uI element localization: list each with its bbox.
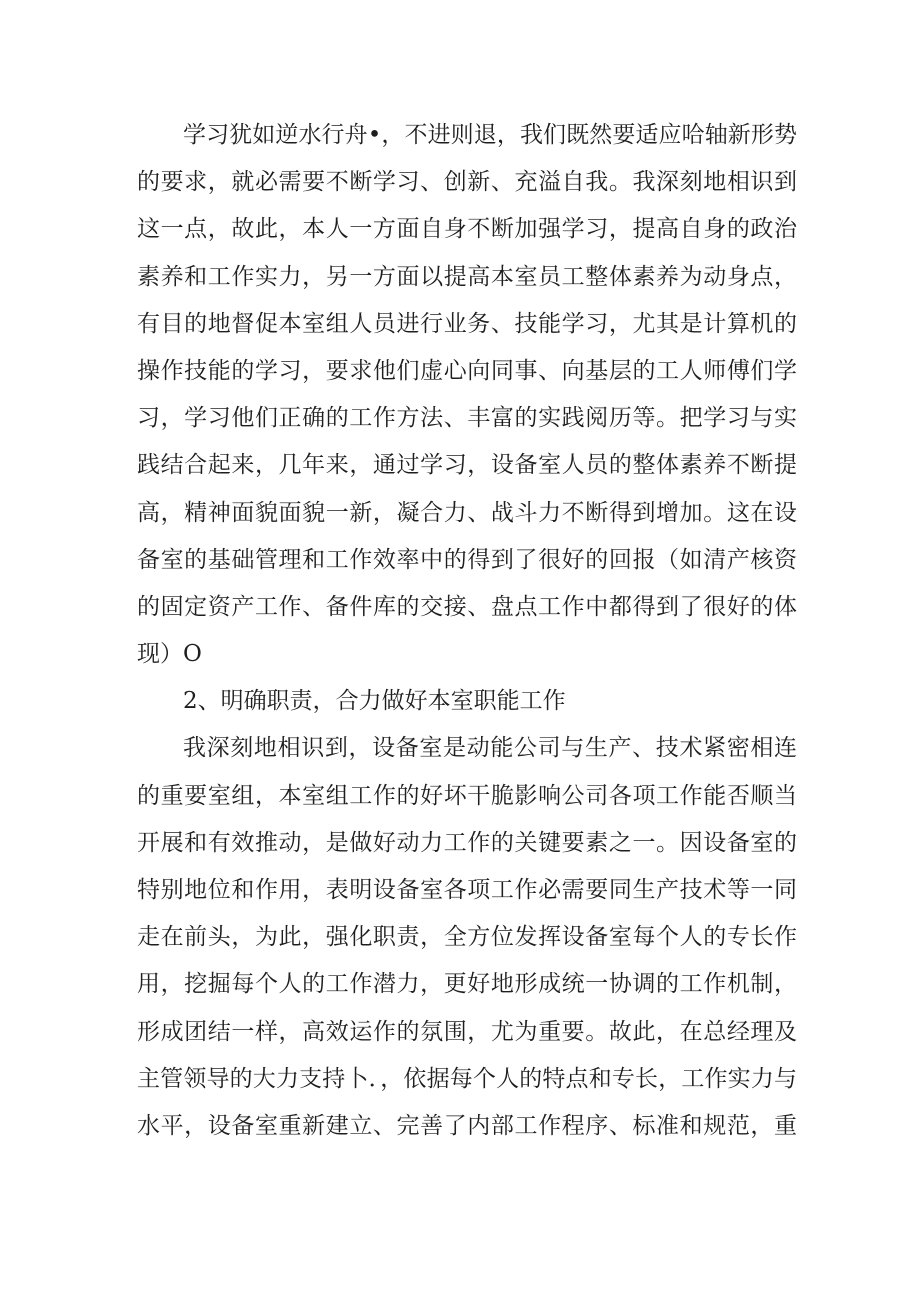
paragraph-line: 这一点，故此，本人一方面自身不断加强学习，提高自身的政治 [137,216,797,243]
paragraph-learning [137,112,797,678]
paragraph-line: 学习犹如逆水行舟•，不进则退，我们既然要适应哈轴新形势 [183,122,797,148]
paragraph-line: 用，挖掘每个人的工作潜力，更好地形成统一协调的工作机制， [137,971,797,998]
paragraph-line: 践结合起来，几年来，通过学习，设备室人员的整体素养不断提 [137,452,797,479]
paragraph-line: 的重要室组，本室组工作的好坏干脆影响公司各项工作能否顺当 [137,782,797,809]
section-heading: 2、明确职责，合力做好本室职能工作 [183,688,566,715]
paragraph-line: 高，精神面貌面貌一新，凝合力、战斗力不断得到增加。这在设 [137,499,797,526]
paragraph-line: 操作技能的学习，要求他们虚心向同事、向基层的工人师傅们学 [137,357,797,384]
paragraph-line: 我深刻地相识到，设备室是动能公司与生产、技术紧密相连 [183,735,797,762]
paragraph-responsibilities [137,725,797,1150]
document-body [137,112,797,1150]
paragraph-line: 形成团结一样，高效运作的氛围，尤为重要。故此，在总经理及 [137,1018,797,1045]
paragraph-line: 素养和工作实力，另一方面以提高本室员工整体素养为动身点， [137,263,797,290]
paragraph-line: 的要求，就必需要不断学习、创新、充溢自我。我深刻地相识到 [137,169,797,196]
paragraph-line: 走在前头，为此，强化职责，全方位发挥设备室每个人的专长作 [137,924,797,951]
paragraph-line: 备室的基础管理和工作效率中的得到了很好的回报（如清产核资 [137,546,797,573]
paragraph-line: 开展和有效推动，是做好动力工作的关键要素之一。因设备室的 [137,829,797,856]
paragraph-line: 水平，设备室重新建立、完善了内部工作程序、标准和规范，重 [137,1112,797,1139]
paragraph-line: 有目的地督促本室组人员进行业务、技能学习，尤其是计算机的 [137,310,797,337]
paragraph-line: 主管领导的大力支持卜．，依据每个人的特点和专长，工作实力与 [137,1065,797,1092]
paragraph-line: 现）O [137,641,202,668]
paragraph-line: 习，学习他们正确的工作方法、丰富的实践阅历等。把学习与实 [137,405,797,432]
paragraph-line: 特别地位和作用，表明设备室各项工作必需要同生产技术等一同 [137,877,797,903]
paragraph-line: 的固定资产工作、备件库的交接、盘点工作中都得到了很好的体 [137,593,797,620]
